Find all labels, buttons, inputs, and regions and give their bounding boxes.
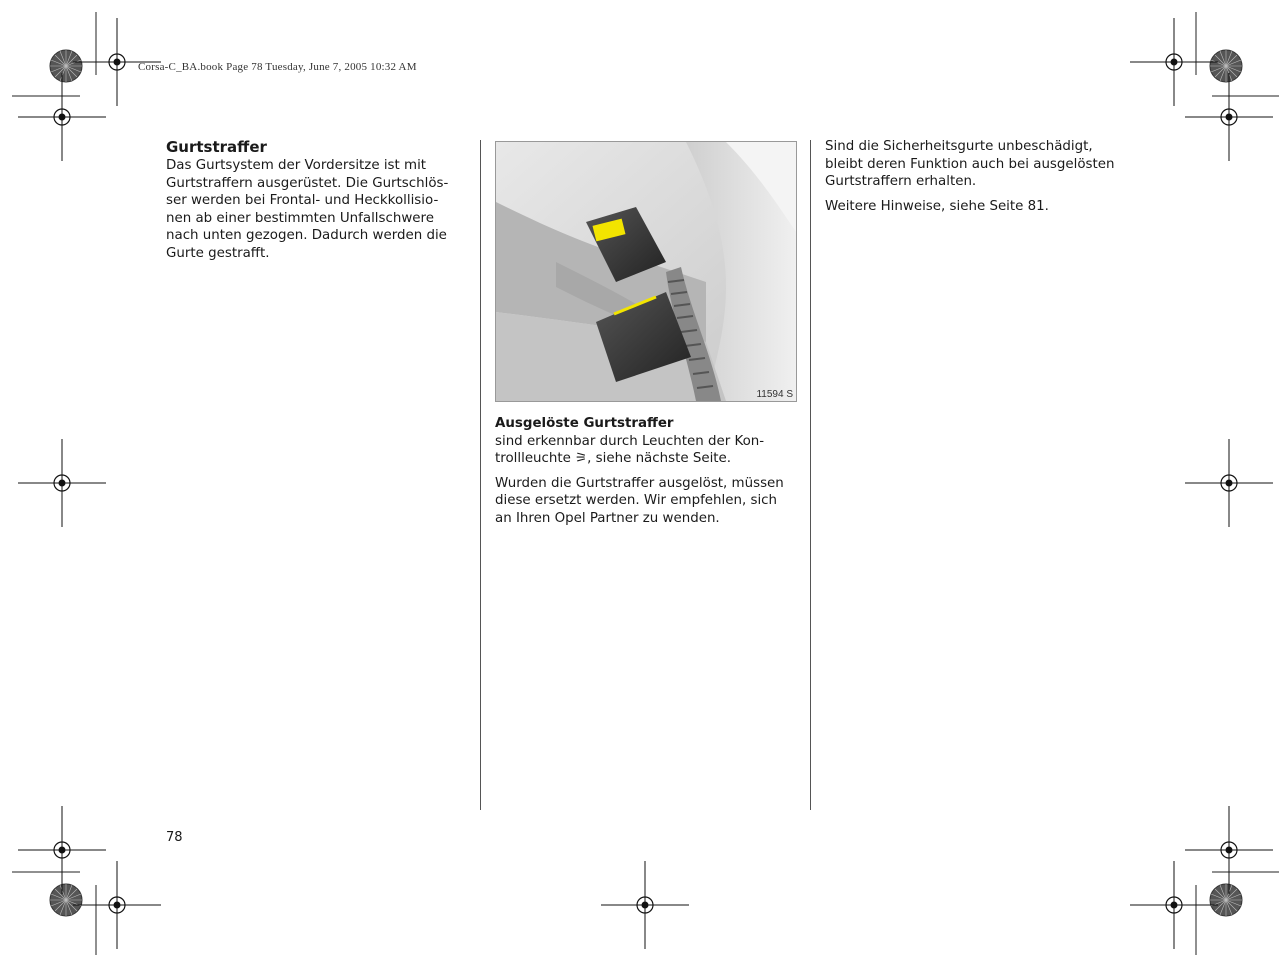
right-column <box>825 138 1135 215</box>
body-line: bleibt deren Funktion auch bei ausgelösten <box>825 156 1115 172</box>
body-line: nach unten gezogen. Dadurch werden die <box>166 228 447 243</box>
body-line: diese ersetzt werden. Wir empfehlen, sich <box>495 493 778 508</box>
print-slug: Corsa-C_BA.book Page 78 Tuesday, June 7, 2005 10:32 AM <box>138 61 417 73</box>
body-line: Gurte gestrafft. <box>166 245 270 261</box>
registration-mark-icon <box>1130 861 1218 949</box>
body-line: Das Gurtsystem der Vordersitze ist mit <box>166 158 427 173</box>
belt-buckle-illustration <box>496 142 796 401</box>
column-divider <box>810 140 811 810</box>
column-divider <box>480 140 481 810</box>
registration-mark-icon <box>601 861 689 949</box>
page-number: 78 <box>166 830 183 845</box>
caption-line: trollleuchte ⚞, siehe nächste Seite. <box>495 451 732 466</box>
left-column <box>166 138 471 262</box>
star-target-icon <box>50 50 82 82</box>
caption-heading: Ausgelöste Gurtstraffer <box>495 416 674 431</box>
body-line: Gurtstraffern ausgerüstet. Die Gurtschlös- <box>166 175 449 191</box>
registration-mark-icon <box>1185 806 1273 894</box>
body-line: nen ab einer bestimmten Unfallschwere <box>166 210 434 226</box>
star-target-icon <box>1210 50 1242 82</box>
registration-mark-icon <box>18 806 106 894</box>
figure-number: 11594 S <box>756 389 793 400</box>
registration-mark-icon <box>18 439 106 527</box>
registration-mark-icon <box>1130 18 1218 106</box>
caption-line: sind erkennbar durch Leuchten der Kon- <box>495 433 765 449</box>
body-line: Sind die Sicherheitsgurte unbeschädigt, <box>825 139 1093 154</box>
registration-mark-icon <box>1185 73 1273 161</box>
cross-reference: Weitere Hinweise, siehe Seite 81. <box>825 198 1049 214</box>
registration-mark-icon <box>1185 439 1273 527</box>
registration-mark-icon <box>73 861 161 949</box>
star-target-icon <box>1210 884 1242 916</box>
body-line: Wurden die Gurtstraffer ausgelöst, müssen <box>495 475 784 491</box>
body-line: an Ihren Opel Partner zu wenden. <box>495 510 720 526</box>
belt-tensioner-figure <box>495 141 797 402</box>
star-target-icon <box>50 884 82 916</box>
body-line: ser werden bei Frontal- und Heckkollisio- <box>166 193 439 208</box>
section-heading: Gurtstraffer <box>166 138 267 156</box>
registration-mark-icon <box>18 73 106 161</box>
middle-column <box>495 415 800 527</box>
body-line: Gurtstraffern erhalten. <box>825 174 977 189</box>
